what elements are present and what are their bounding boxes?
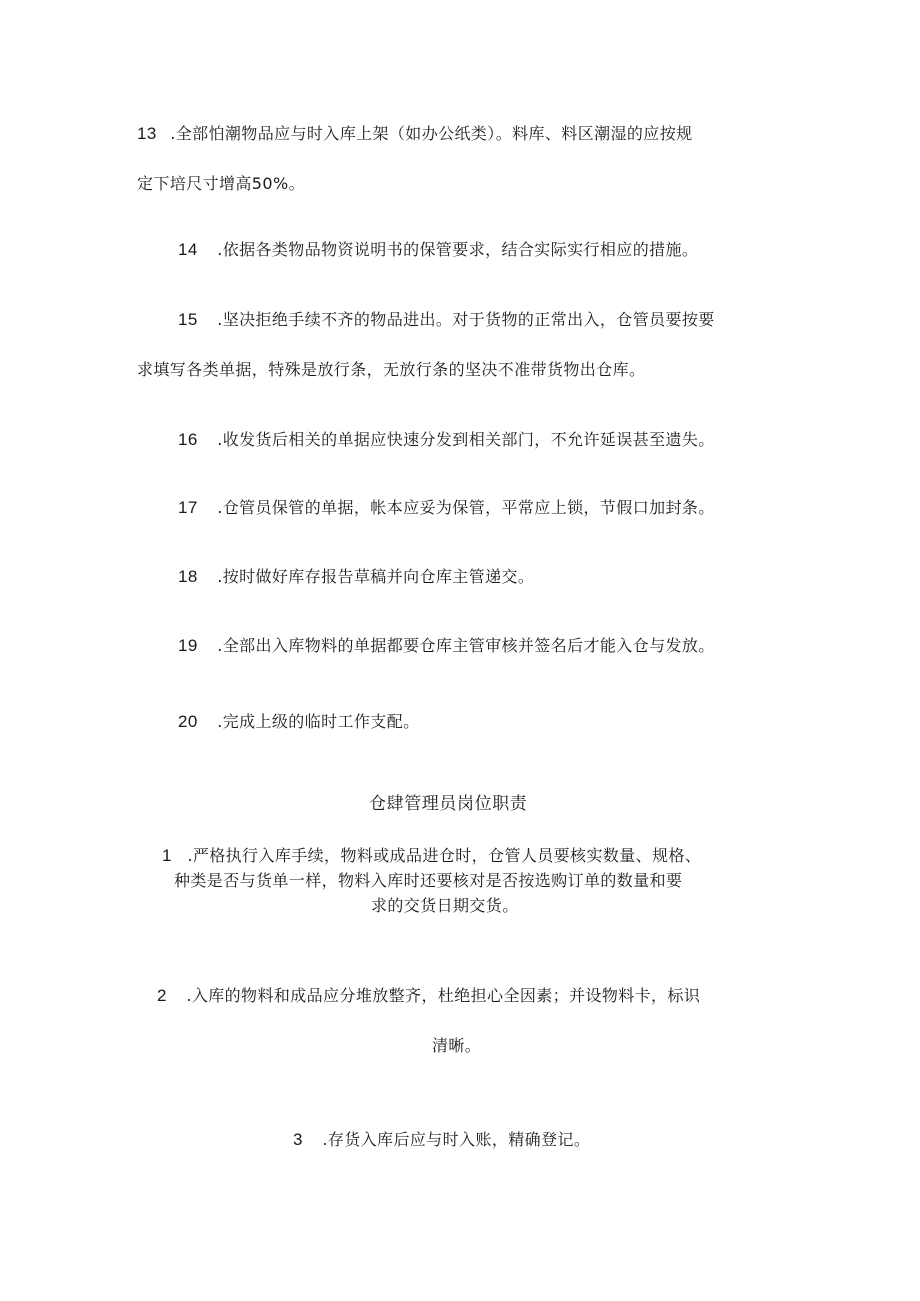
duty-1-line-3: 求的交货日期交货。 (371, 896, 519, 915)
duty-1-line-1 (162, 846, 701, 866)
item-number: 3 (293, 1130, 303, 1149)
item-text: .收发货后相关的单据应快速分发到相关部门，不允许延误甚至遗失。 (217, 430, 715, 449)
item-number: 1 (162, 846, 172, 865)
duty-2-line-1 (157, 986, 700, 1006)
item-number: 2 (157, 986, 167, 1005)
item-13-line-1 (137, 124, 693, 144)
item-19 (178, 636, 715, 656)
item-text: .按时做好库存报告草稿并向仓库主管递交。 (217, 567, 535, 586)
duty-2-line-2: 清晰。 (432, 1036, 482, 1055)
item-number: 16 (178, 430, 198, 449)
item-number: 20 (178, 712, 198, 731)
item-text: .存货入库后应与时入账，精确登记。 (322, 1130, 591, 1149)
item-number: 13 (137, 124, 157, 143)
item-14 (178, 240, 698, 260)
item-text: .仓管员保管的单据，帐本应妥为保管，平常应上锁，节假口加封条。 (217, 498, 715, 517)
item-text: .严格执行入库手续，物料或成品进仓时，仓管人员要核实数量、规格、 (187, 846, 702, 865)
item-number: 18 (178, 567, 198, 586)
item-text: .全部怕潮物品应与时入库上架（如办公纸类）。料库、料区潮湿的应按规 (170, 124, 693, 143)
item-17 (178, 498, 715, 518)
item-20 (178, 712, 420, 732)
item-text: .全部出入库物料的单据都要仓库主管审核并签名后才能入仓与发放。 (217, 636, 715, 655)
item-15-line-2: 求填写各类单据，特殊是放行条，无放行条的坚决不准带货物出仓库。 (137, 360, 646, 379)
item-number: 19 (178, 636, 198, 655)
item-text: .入库的物料和成品应分堆放整齐，杜绝担心全因素；并设物料卡，标识 (186, 986, 701, 1005)
item-text: .完成上级的临时工作支配。 (217, 712, 420, 731)
duty-1-line-2: 种类是否与货单一样，物料入库时还要核对是否按选购订单的数量和要 (174, 871, 683, 890)
item-13-line-2: 定下培尺寸增高50%。 (137, 174, 305, 193)
item-number: 17 (178, 498, 198, 517)
item-number: 14 (178, 240, 198, 259)
item-16 (178, 430, 715, 450)
item-number: 15 (178, 310, 198, 329)
item-15-line-1 (178, 310, 715, 330)
item-text: .依据各类物品物资说明书的保管要求，结合实际实行相应的措施。 (217, 240, 699, 259)
duty-3 (293, 1130, 590, 1150)
item-text: .坚决拒绝手续不齐的物品进出。对于货物的正常出入，仓管员要按要 (217, 310, 715, 329)
section-title: 仓肆管理员岗位职责 (369, 794, 528, 814)
item-18 (178, 567, 534, 587)
